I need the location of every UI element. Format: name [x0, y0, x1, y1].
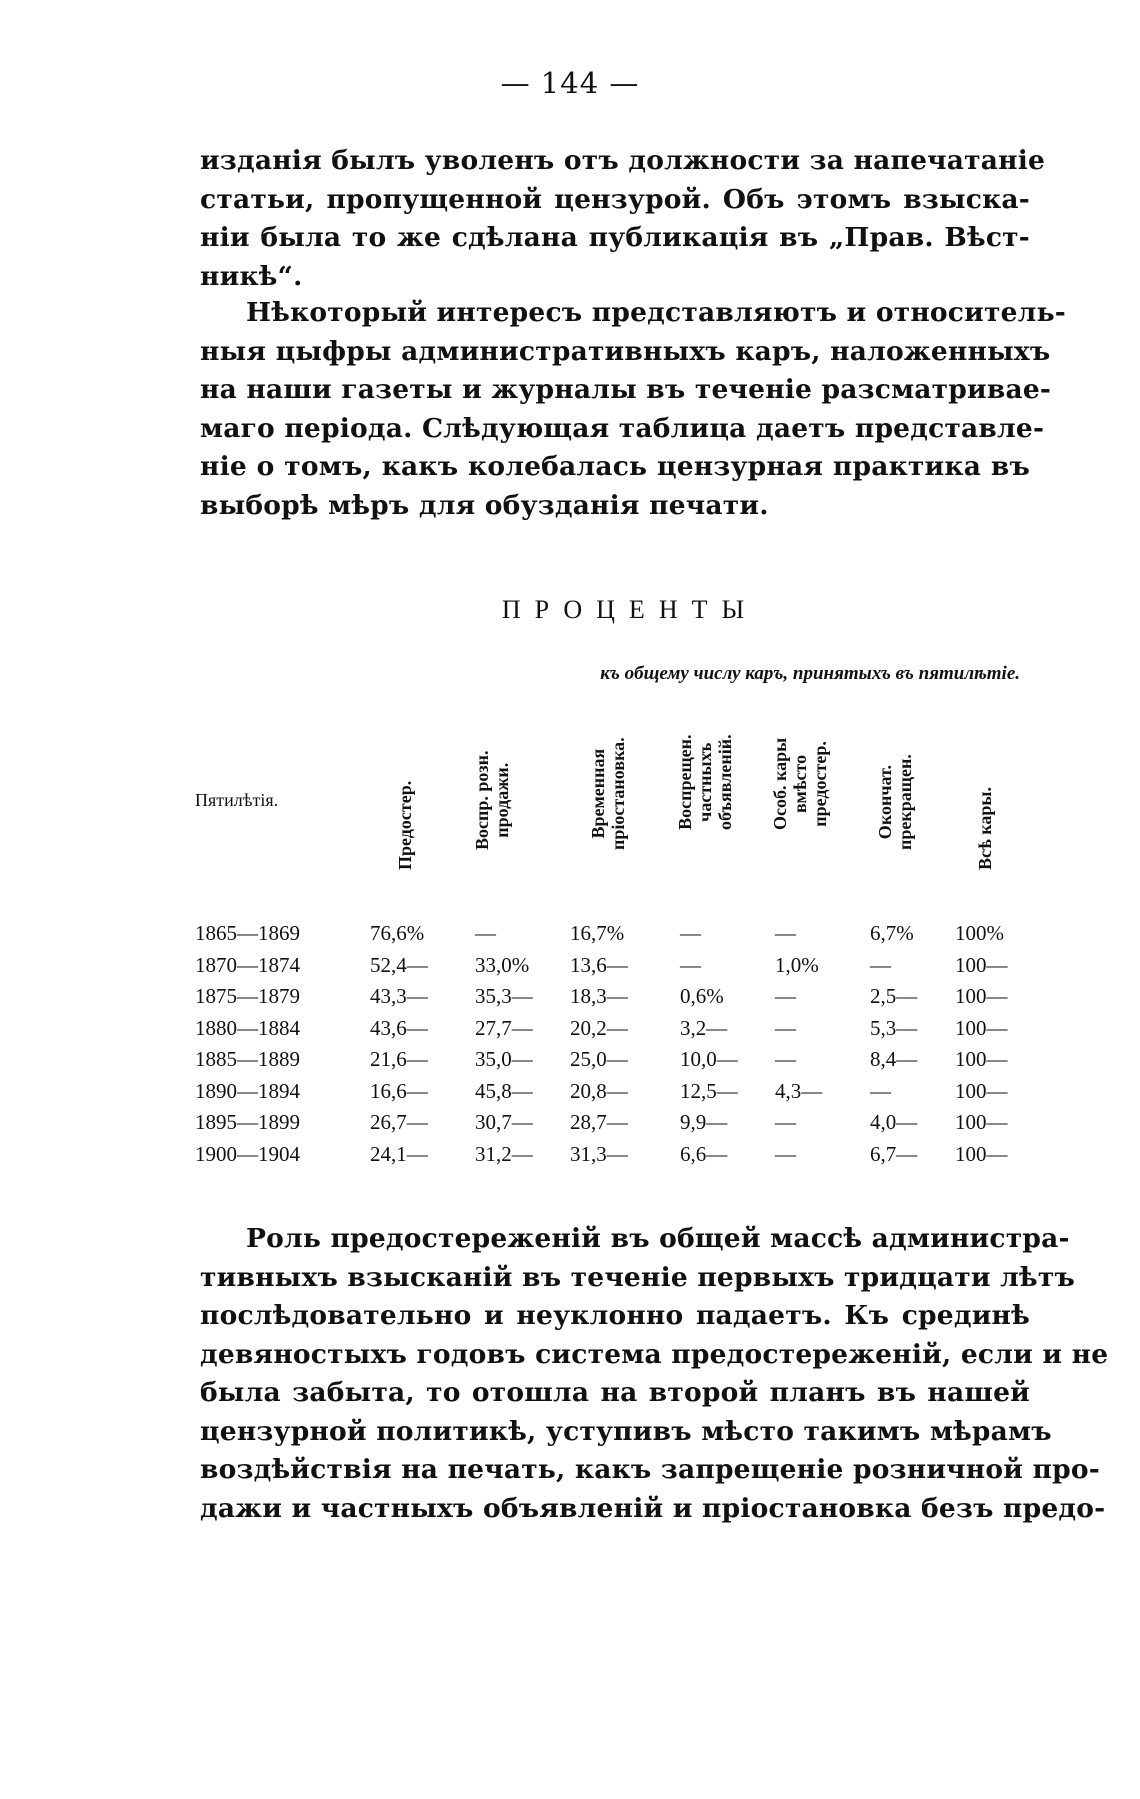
value-cell: — [775, 1141, 796, 1166]
value-cell: 100— [955, 984, 1008, 1009]
text-line: Роль предостереженій въ общей массѣ администра- [246, 1223, 1070, 1254]
value-cell: 26,7— [370, 1110, 428, 1135]
table-row [195, 1107, 1035, 1139]
period-cell: 1885—1889 [195, 1047, 300, 1072]
value-cell: 4,0— [870, 1110, 918, 1135]
table-row [195, 918, 1035, 950]
value-cell: 28,7— [570, 1110, 628, 1135]
text-line: дажи и частныхъ объявленій и пріостановка безъ предо- [200, 1492, 1106, 1524]
value-cell: 16,7% [570, 921, 625, 946]
text-line: никѣ“. [200, 260, 303, 292]
value-cell: 8,4— [870, 1047, 918, 1072]
value-cell: — [870, 1078, 891, 1103]
table-row [195, 1013, 1035, 1045]
column-header-text: Окончат. прекращен. [875, 754, 915, 850]
value-cell: 16,6— [370, 1078, 428, 1103]
value-cell: — [870, 952, 891, 977]
value-cell: 10,0— [680, 1047, 738, 1072]
paragraph-1 [200, 142, 1046, 296]
table-row [195, 1044, 1035, 1076]
paragraph-2 [200, 294, 1066, 525]
value-cell: 100— [955, 1047, 1008, 1072]
value-cell: 1,0% [775, 952, 819, 977]
value-cell: 20,2— [570, 1015, 628, 1040]
text-line: на наши газеты и журналы въ теченіе разсматривае- [200, 374, 1052, 405]
value-cell: 100— [955, 1141, 1008, 1166]
value-cell: — [680, 952, 701, 977]
value-cell: — [775, 921, 796, 946]
period-cell: 1880—1884 [195, 1015, 300, 1040]
text-line: статьи, пропущенной цензурой. Объ этомъ взыска- [200, 183, 1030, 215]
value-cell: 35,3— [475, 984, 533, 1009]
text-line: была забыта, то отошла на второй планъ въ нашей [200, 1377, 1030, 1408]
text-line: ныя цыфры административныхъ каръ, наложенныхъ [200, 335, 1051, 367]
value-cell: 27,7— [475, 1015, 533, 1040]
period-cell: 1870—1874 [195, 952, 300, 977]
value-cell: 35,0— [475, 1047, 533, 1072]
value-cell: 43,6— [370, 1015, 428, 1040]
value-cell: 25,0— [570, 1047, 628, 1072]
column-header-text: Воспр. розн. продажи. [472, 750, 512, 850]
period-cell: 1900—1904 [195, 1141, 300, 1166]
value-cell: 45,8— [475, 1078, 533, 1103]
value-cell: — [775, 1110, 796, 1135]
value-cell: 9,9— [680, 1110, 728, 1135]
column-header-text: Предостер. [395, 780, 415, 870]
value-cell: 6,7— [870, 1141, 918, 1166]
period-cell: 1895—1899 [195, 1110, 300, 1135]
text-line: изданія былъ уволенъ отъ должности за напечатаніе [200, 145, 1046, 176]
value-cell: 4,3— [775, 1078, 823, 1103]
table-row [195, 1076, 1035, 1108]
text-line: маго періода. Слѣдующая таблица даетъ представле- [200, 412, 1045, 444]
value-cell: 18,3— [570, 984, 628, 1009]
value-cell: 100% [955, 921, 1004, 946]
value-cell: 6,7% [870, 921, 914, 946]
value-cell: 21,6— [370, 1047, 428, 1072]
column-header-text: Временная пріостановка. [588, 737, 628, 850]
table-title: ПРОЦЕНТЫ [501, 595, 759, 624]
value-cell: 43,3— [370, 984, 428, 1009]
value-cell: 100— [955, 952, 1008, 977]
period-cell: 1875—1879 [195, 984, 300, 1009]
percent-table [195, 918, 1035, 1170]
value-cell: 33,0% [475, 952, 530, 977]
value-cell: — [680, 921, 701, 946]
value-cell: 52,4— [370, 952, 428, 977]
table-row [195, 981, 1035, 1013]
text-line: послѣдовательно и неуклонно падаетъ. Къ срединѣ [200, 1300, 1030, 1331]
value-cell: 6,6— [680, 1141, 728, 1166]
paragraph-3 [200, 1220, 1109, 1528]
value-cell: — [775, 984, 796, 1009]
value-cell: 5,3— [870, 1015, 918, 1040]
value-cell: 31,3— [570, 1141, 628, 1166]
text-line: ніи была то же сдѣлана публикація въ „Прав. Вѣст- [200, 222, 1030, 253]
value-cell: — [775, 1015, 796, 1040]
period-cell: 1865—1869 [195, 921, 300, 946]
value-cell: 76,6% [370, 921, 425, 946]
value-cell: 100— [955, 1110, 1008, 1135]
value-cell: 100— [955, 1078, 1008, 1103]
value-cell: 30,7— [475, 1110, 533, 1135]
column-header-text: Особ. кары вмѣсто предостер. [770, 737, 830, 830]
row-label-header: Пятилѣтія. [195, 790, 279, 810]
value-cell: 100— [955, 1015, 1008, 1040]
value-cell: — [475, 921, 496, 946]
text-line: выборѣ мѣръ для обузданія печати. [200, 489, 769, 521]
column-header-text: Воспрещен. частныхъ объявленій. [675, 734, 735, 830]
column-header-text: Всѣ кары. [975, 787, 995, 870]
text-line: цензурной политикѣ, уступивъ мѣсто такимъ мѣрамъ [200, 1415, 1052, 1447]
value-cell: — [775, 1047, 796, 1072]
period-cell: 1890—1894 [195, 1078, 300, 1103]
table-row [195, 1139, 1035, 1171]
value-cell: 2,5— [870, 984, 918, 1009]
value-cell: 3,2— [680, 1015, 728, 1040]
value-cell: 12,5— [680, 1078, 738, 1103]
text-line: воздѣйствія на печать, какъ запрещеніе розничной про- [200, 1454, 1100, 1485]
table-subtitle: къ общему числу каръ, принятыхъ въ пятилѣтіе. [600, 663, 1020, 684]
value-cell: 0,6% [680, 984, 724, 1009]
text-line: тивныхъ взысканій въ теченіе первыхъ тридцати лѣтъ [200, 1261, 1076, 1293]
text-line: девяностыхъ годовъ система предостереженій, если и не [200, 1338, 1109, 1370]
page-number: — 144 — [500, 66, 640, 100]
value-cell: 24,1— [370, 1141, 428, 1166]
text-line: Нѣкоторый интересъ представляютъ и относитель- [246, 297, 1066, 328]
value-cell: 31,2— [475, 1141, 533, 1166]
value-cell: 20,8— [570, 1078, 628, 1103]
text-line: ніе о томъ, какъ колебалась цензурная практика въ [200, 451, 1030, 482]
value-cell: 13,6— [570, 952, 628, 977]
table-row [195, 950, 1035, 982]
